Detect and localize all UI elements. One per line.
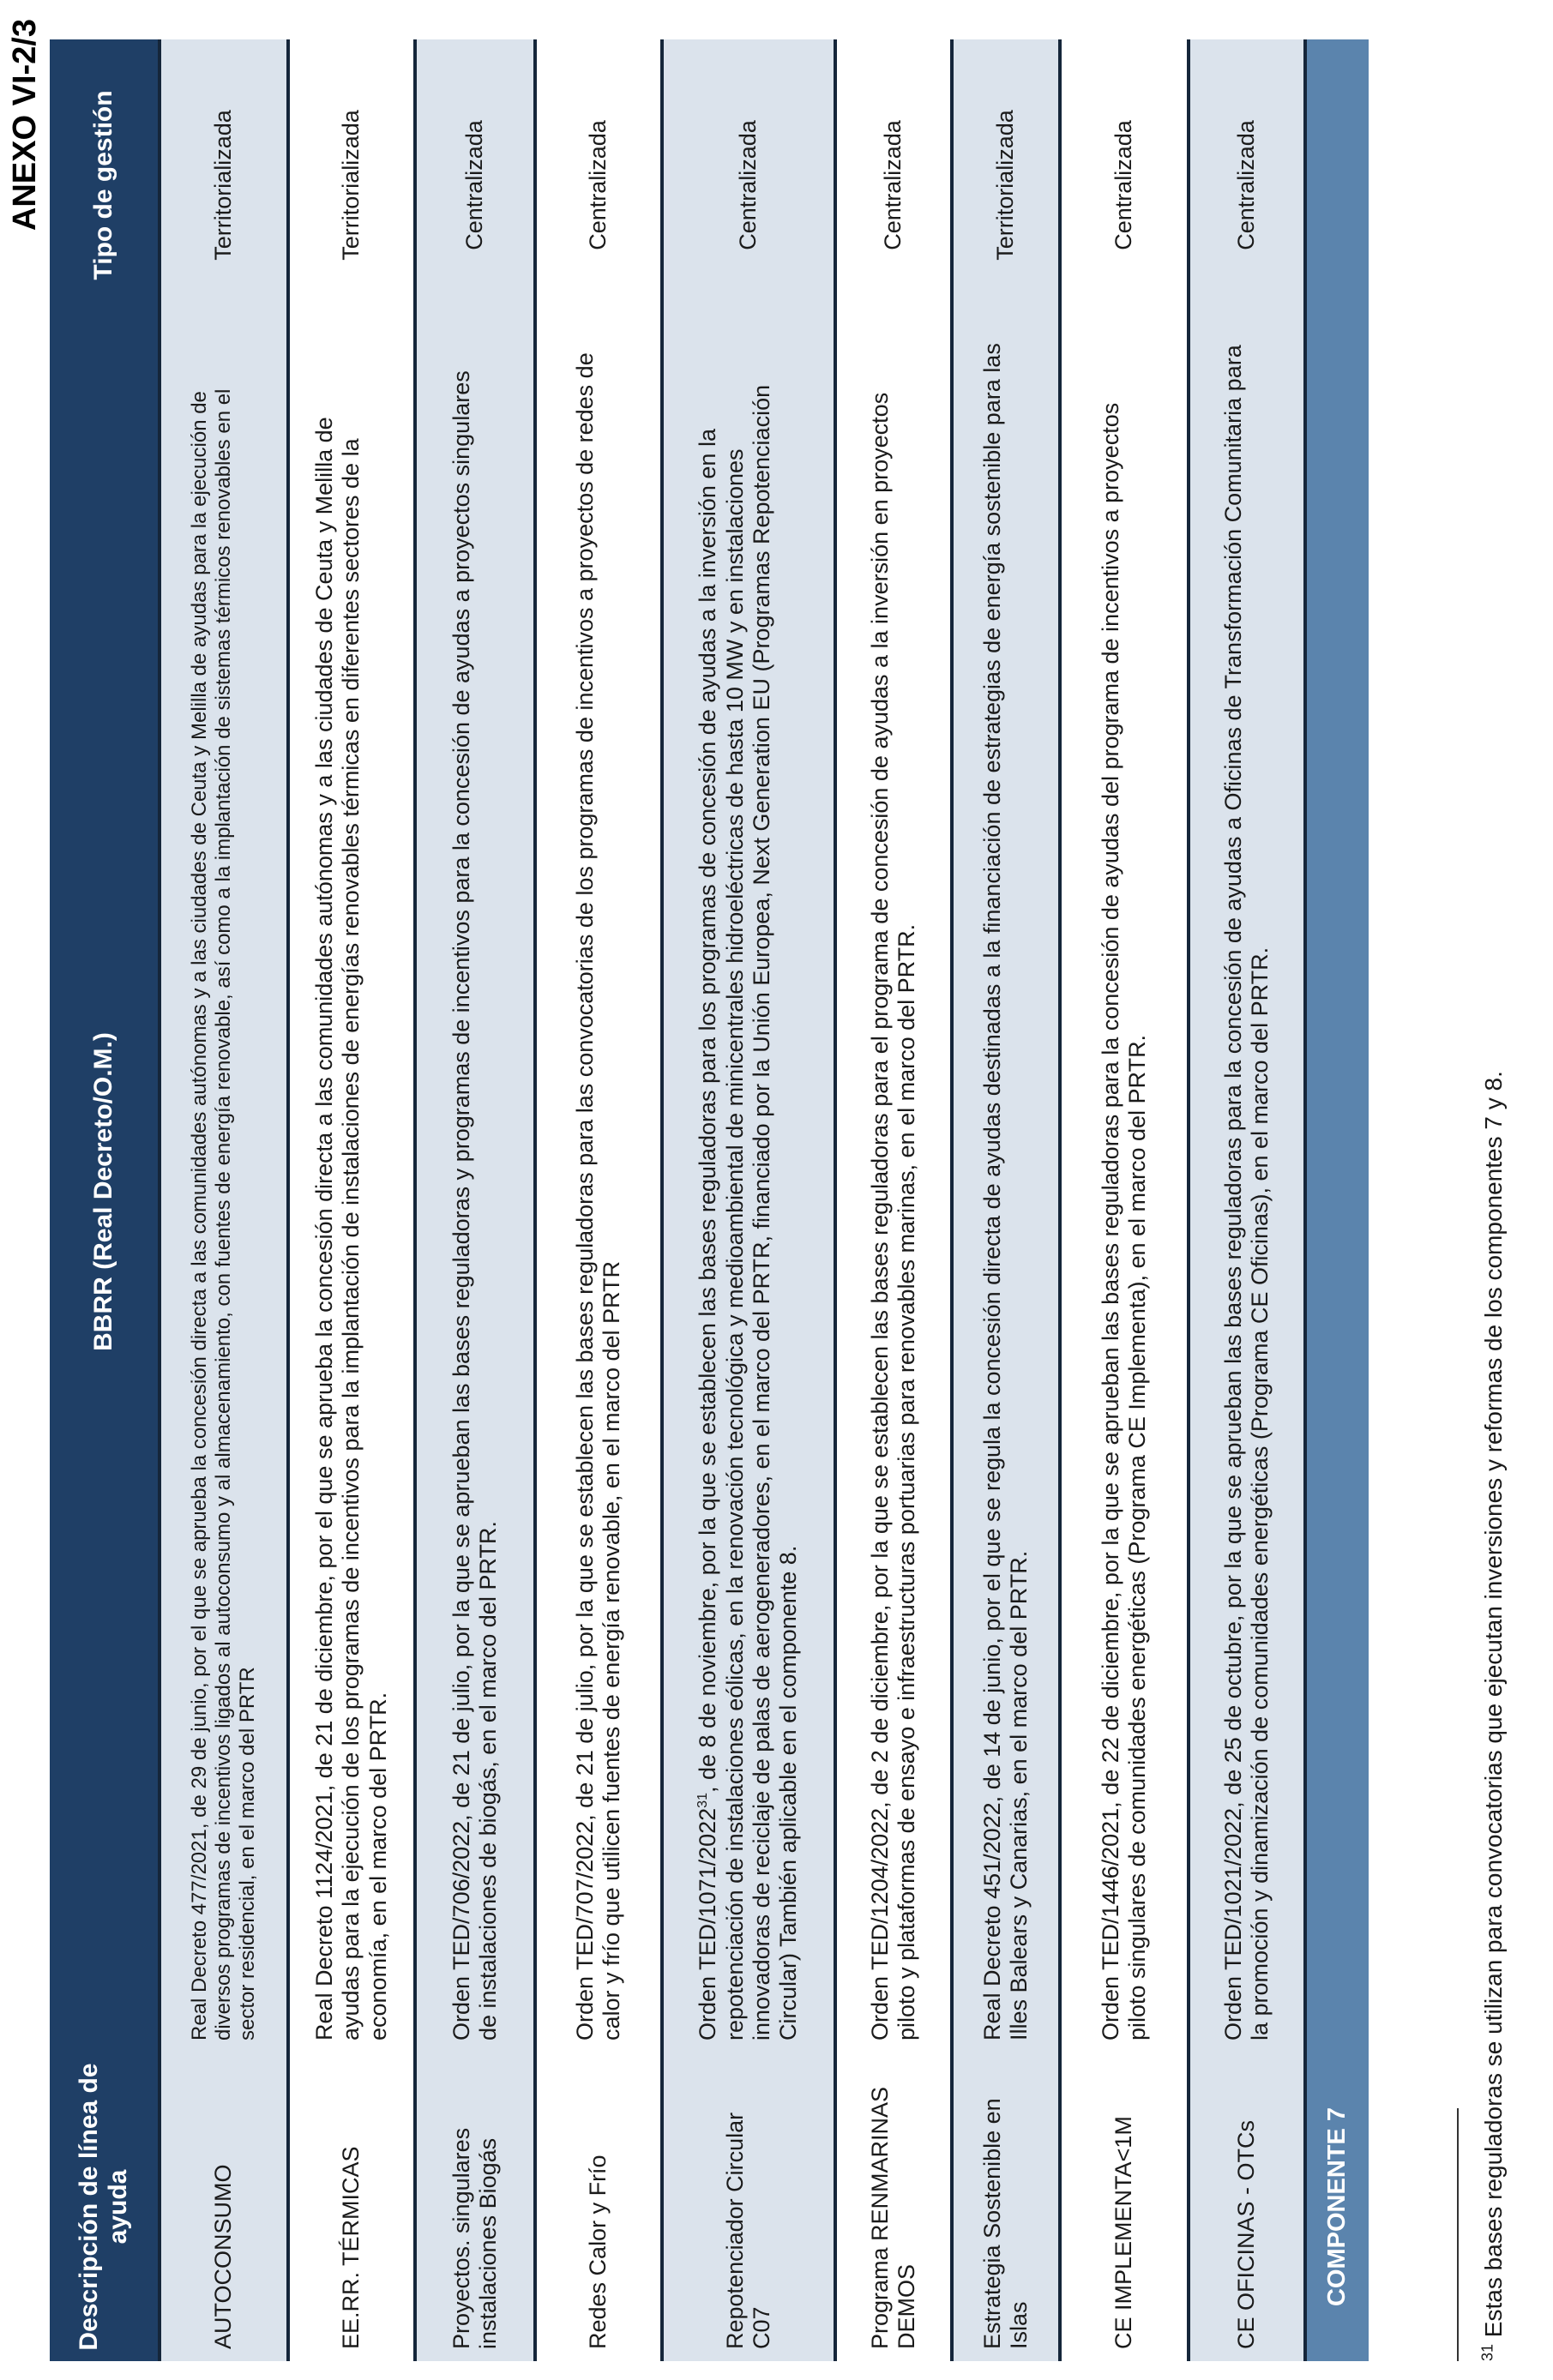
total-empty-tipo: [1305, 39, 1369, 331]
row-description: Redes Calor y Frío: [535, 2052, 662, 2361]
footnote-number: 31: [1478, 2343, 1496, 2361]
table-row: [1189, 39, 1305, 2361]
table-row: [160, 39, 288, 2361]
row-tipo-gestion: Territorializada: [288, 39, 415, 331]
table-row: [1060, 39, 1189, 2361]
annex-title: ANEXO VI-2/3: [7, 19, 43, 231]
row-description: CE OFICINAS - OTCs: [1189, 2052, 1305, 2361]
row-tipo-gestion: Centralizada: [1060, 39, 1189, 331]
table-row: [662, 39, 835, 2361]
header-description: Descripción de línea de ayuda: [50, 2052, 160, 2361]
row-bbrr: Orden TED/706/2022, de 21 de julio, por la que se aprueban las bases reguladoras y programas de incentivos para la concesión de ayudas a proyectos singulares de instalaciones de biogás, en el marco del PRTR.: [415, 331, 535, 2052]
row-tipo-gestion: Centralizada: [1189, 39, 1305, 331]
bbrr-text-start: Orden TED/1071/2022: [695, 1807, 721, 2040]
footnote-text: Estas bases reguladoras se utilizan para convocatorias que ejecutan inversiones y reformas de los componentes 7 y 8.: [1480, 1071, 1507, 2344]
bbrr-text-end: , de 8 de noviembre, por la que se establecen las bases reguladoras para los programas de concesión de ayudas a la inversión en la repotenciación de instalaciones eólicas, en la renovación tecnológica y medioambiental de minicentrales hidroeléctricas de hasta 10 MW y en instalaciones innovadoras de reciclaje de palas de aerogeneradores, en el marco del PRTR, financiado por la Unión Europea, Next Generation EU (Programas Repotenciación Circular) También aplicable en el componente 8.: [695, 384, 802, 2040]
footnote: [1480, 1071, 1508, 2361]
table-row: [415, 39, 535, 2361]
row-bbrr: Orden TED/707/2022, de 21 de julio, por la que se establecen las bases reguladoras para las convocatorias de los programas de incentivos a proyectos de redes de calor y frío que utilicen fuentes de energía renovable, en el marco del PRTR: [535, 331, 662, 2052]
row-tipo-gestion: Centralizada: [415, 39, 535, 331]
total-label: COMPONENTE 7: [1305, 2052, 1369, 2361]
row-tipo-gestion: Centralizada: [835, 39, 952, 331]
header-bbrr: BBRR (Real Decreto/O.M.): [50, 331, 160, 2052]
row-tipo-gestion: Centralizada: [662, 39, 835, 331]
row-bbrr: Real Decreto 451/2022, de 14 de junio, por el que se regula la concesión directa de ayudas destinadas a la financiación de estrategias de energía sostenible para las Illes Balears y Canarias, en el marco del PRTR.: [952, 331, 1060, 2052]
table-row: [952, 39, 1060, 2361]
total-empty-bbrr: [1305, 331, 1369, 2052]
row-description: Proyectos. singulares instalaciones Biogás: [415, 2052, 535, 2361]
row-tipo-gestion: Territorializada: [160, 39, 288, 331]
aid-lines-table: [50, 39, 1369, 2361]
row-description: Estrategia Sostenible en Islas: [952, 2052, 1060, 2361]
row-tipo-gestion: Territorializada: [952, 39, 1060, 331]
row-description: Repotenciador Circular C07: [662, 2052, 835, 2361]
row-bbrr: Real Decreto 1124/2021, de 21 de diciembre, por el que se aprueba la concesión directa a las comunidades autónomas y a las ciudades de Ceuta y Melilla de ayudas para la ejecución de los programas de incentivos para la implantación de instalaciones de energías renovables térmicas en diferentes sectores de la economía, en el marco del PRTR.: [288, 331, 415, 2052]
row-bbrr: Orden TED/1204/2022, de 2 de diciembre, por la que se establecen las bases reguladoras para el programa de concesión de ayudas a la inversión en proyectos piloto y plataformas de ensayo e infraestructuras portuarias para renovables marinas, en el marco del PRTR.: [835, 331, 952, 2052]
table-row: [535, 39, 662, 2361]
table-row: [835, 39, 952, 2361]
table-row: [288, 39, 415, 2361]
row-description: Programa RENMARINAS DEMOS: [835, 2052, 952, 2361]
footnote-ref: 31: [695, 1793, 711, 1808]
row-bbrr: Orden TED/1021/2022, de 25 de octubre, por la que se aprueban las bases reguladoras para la concesión de ayudas a Oficinas de Transformación Comunitaria para la promoción y dinamización de comunidades energéticas (Programa CE Oficinas), en el marco del PRTR.: [1189, 331, 1305, 2052]
row-description: AUTOCONSUMO: [160, 2052, 288, 2361]
footnote-divider: [1457, 2108, 1459, 2361]
row-description: EE.RR. TÉRMICAS: [288, 2052, 415, 2361]
row-bbrr: [662, 331, 835, 2052]
header-tipo-gestion: Tipo de gestión: [50, 39, 160, 331]
row-bbrr: Real Decreto 477/2021, de 29 de junio, por el que se aprueba la concesión directa a las comunidades autónomas y a las ciudades de Ceuta y Melilla de ayudas para la ejecución de diversos programas de incentivos ligados al autoconsumo y al almacenamiento, con fuentes de energía renovable, así como a la implantación de sistemas térmicos renovables en el sector residencial, en el marco del PRTR: [160, 331, 288, 2052]
table-header-row: [50, 39, 160, 2361]
row-description: CE IMPLEMENTA<1M: [1060, 2052, 1189, 2361]
row-tipo-gestion: Centralizada: [535, 39, 662, 331]
row-bbrr: Orden TED/1446/2021, de 22 de diciembre, por la que se aprueban las bases reguladoras para la concesión de ayudas del programa de incentivos a proyectos piloto singulares de comunidades energéticas (Programa CE Implementa), en el marco del PRTR.: [1060, 331, 1189, 2052]
total-row: [1305, 39, 1369, 2361]
